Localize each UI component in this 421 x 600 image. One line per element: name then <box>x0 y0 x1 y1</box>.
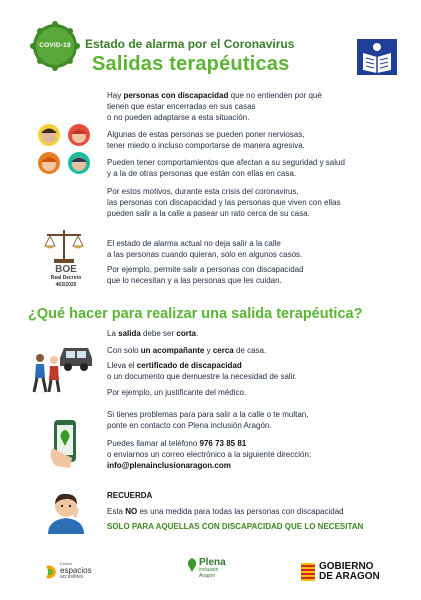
nervous-paragraph: Algunas de estas personas se pueden poner nerviosas, tener miedo o incluso comportarse de manera agresiva. <box>107 130 305 150</box>
reminder-title: RECUERDA <box>107 491 153 500</box>
boe-decree <box>46 265 86 288</box>
espacios-logo-top: Centro <box>60 561 73 566</box>
people-faces-icon <box>35 122 95 178</box>
decree-number: 463/2020 <box>55 282 77 288</box>
section-heading: ¿Qué hacer para realizar una salida terapéutica? <box>28 306 363 322</box>
contact-paragraph: Puedes llamar al teléfono 976 73 85 81 o enviarnos un correo electrónico a la siguiente dirección: info@plenainclusionaragon.com <box>107 439 312 470</box>
espacios-logo-bottom: accesibles <box>60 574 84 580</box>
aragon-logo-line1: GOBIERNO <box>319 561 374 572</box>
decree-label: Real Decreto <box>50 275 82 281</box>
behaviour-paragraph: Pueden tener comportamientos que afectan a su seguridad y salud y a la de otras personas que están con ellas en casa. <box>107 158 345 178</box>
page-subtitle: Salidas terapéuticas <box>92 53 290 75</box>
espacios-accesibles-logo <box>44 560 104 584</box>
law-paragraph: El estado de alarma actual no deja salir a la calle a las personas cuando quieran, solo en algunos casos. <box>107 239 303 259</box>
companion-line: Con solo un acompañante y cerca de casa. <box>107 346 267 355</box>
gobierno-aragon-logo <box>301 562 391 584</box>
law-example-paragraph: Por ejemplo, permite salir a personas con discapacidad que lo necesitan y a las personas que les cuidan. <box>107 265 304 285</box>
short-outing-line: La salida debe ser corta. <box>107 329 199 338</box>
phone-icon <box>50 418 84 470</box>
aragon-logo-line2: DE ARAGON <box>319 571 380 582</box>
reminder-emphasis: SOLO PARA AQUELLAS CON DISCAPACIDAD QUE LO NECESITAN <box>107 522 364 531</box>
thinking-person-icon <box>44 490 88 534</box>
reasons-paragraph: Por estos motivos, durante esta crisis del coronavirus, las personas con discapacidad y las personas que viven con ellas pueden salir a la calle a pasear un rato cerca de su casa. <box>107 187 341 218</box>
walk-car-icon <box>28 338 96 394</box>
plena-logo-main: Plena <box>199 557 226 568</box>
problems-paragraph: Si tienes problemas para para salir a la calle o te multan, ponte en contacto con Plena inclusión Aragón. <box>107 410 309 430</box>
covid-19-badge-icon <box>33 24 77 68</box>
boe-label: BOE <box>55 264 77 275</box>
certificate-paragraph: Lleva el certificado de discapacidad o un documento que demuestre la necesidad de salir. <box>107 361 297 381</box>
reminder-line: Esta NO es una medida para todas las personas con discapacidad <box>107 507 344 516</box>
intro-paragraph: Hay personas con discapacidad que no entienden por qué tienen que estar encerradas en sus casas o no pueden adaptarse a esta situación. <box>107 91 322 122</box>
justice-scales-icon <box>42 228 86 264</box>
espacios-logo-icon <box>44 564 58 580</box>
page-title: Estado de alarma por el Coronavirus <box>85 37 295 51</box>
plena-logo-line3: Aragón <box>199 573 216 579</box>
espacios-logo-main: espacios <box>60 566 92 575</box>
plena-inclusion-logo <box>186 557 236 585</box>
badge-text: COVID-19 <box>39 42 71 49</box>
doctor-note-line: Por ejemplo, un justificante del médico. <box>107 388 247 397</box>
aragon-flag-icon <box>301 563 315 581</box>
contact-email[interactable]: info@plenainclusionaragon.com <box>107 461 231 470</box>
plena-logo-icon <box>186 557 198 573</box>
plena-logo-line2: inclusión <box>199 567 219 573</box>
easy-read-icon <box>357 39 397 75</box>
